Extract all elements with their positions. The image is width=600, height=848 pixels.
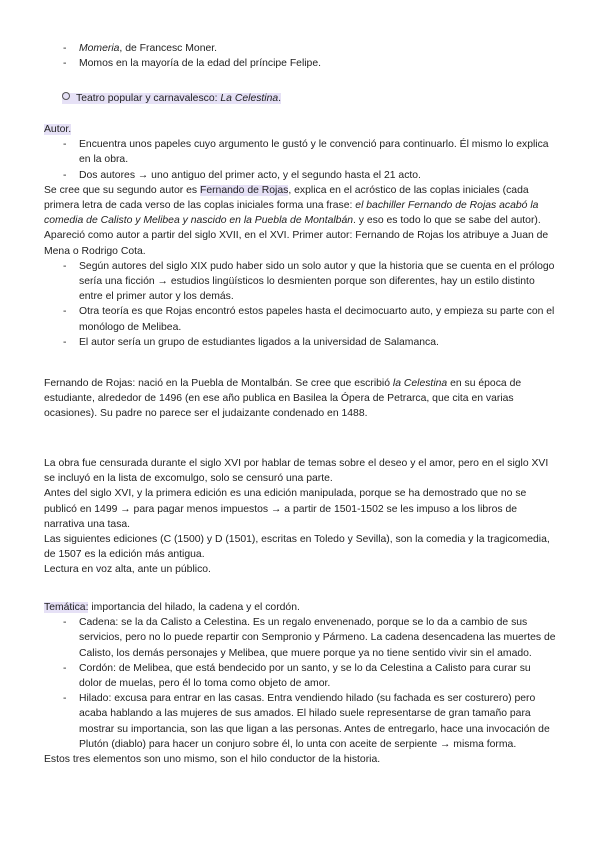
autor-list-1	[44, 137, 556, 183]
list-item: - Encuentra unos papeles cuyo argumento le gustó y le convenció para continuarlo. Él mismo lo explica en la obra.	[44, 137, 556, 167]
author-name-highlight: Fernando de Rojas	[199, 184, 289, 196]
closing-line: Estos tres elementos son uno mismo, son el hilo conductor de la historia.	[44, 754, 381, 766]
list-item: - Cadena: se la da Calisto a Celestina. Es un regalo envenenado, porque se lo da a cambio de sus servicios, pero no lo puede repartir con Sempronio y Pármeno. La cadena desencadena las muertes de Calisto, los demás personajes y Melibea, que muere porque ya no tiene sentido vivir sin el amado.	[44, 615, 556, 661]
autor-heading: Autor.	[44, 124, 72, 135]
autor-list-2	[44, 259, 556, 350]
teatro-highlight: Teatro popular y carnavalesco: La Celestina.	[62, 93, 281, 104]
intro-list	[44, 41, 556, 71]
list-item: - Según autores del siglo XIX pudo haber sido un solo autor y que la historia que se cuenta en el prólogo sería una ficción → estudios lingüísticos lo desmienten porque son diferentes, hay un estilo distinto entre el primer autor y los demás.	[44, 259, 556, 305]
censura-section	[44, 456, 556, 578]
list-item: - Cordón: de Melibea, que está bendecido por un santo, y se lo da Celestina a Calisto para curar su dolor de muelas, pero él lo toma como objeto de amor.	[44, 661, 556, 691]
list-item: - Momeria, de Francesc Moner.	[44, 41, 556, 56]
bio-section: Fernando de Rojas: nació en la Puebla de Montalbán. Se cree que escribió la Celestina en su época de estudiante, alrededor de 1496 (en ese año publica en Basilea la Ópera de Petrarca, que cita en varias ocasiones). Su padre no parece ser el judaizante condenado en 1488.	[44, 378, 522, 420]
tematica-section: Temática: importancia del hilado, la cadena y el cordón. - Cadena: se la da Calisto a Celestina. Es un regalo envenenado, porque se lo da a cambio de sus servicios, pero no lo puede repartir con Sempronio y Pármeno. La cadena desencadena las muertes de Calisto, los demás personajes y Melibea, que muere porque ya no tiene sentido vivir sin el amado. - Cordón: de Melibea, que está bendecido por un santo, y se lo da Celestina a Calisto para curar su dolor de muelas, pero él lo toma como objeto de amor. - Hilado: excusa para entrar en las casas. Entra vendiendo hilado (su fachada es ser costurero) pero acaba hablando a las mujeres de sus amados. El hilado suele representarse de gran tamaño para mostrar su importancia, son las que ligan a las personas. Antes de entregarlo, hace una invocación de Plutón (diablo) para hacer un conjuro sobre él, lo unta con aceite de serpiente → misma forma. Estos tres elementos son uno mismo, son el hilo conductor de la historia.	[44, 600, 556, 767]
tematica-label: Temática:	[44, 602, 89, 613]
paragraph: Antes del siglo XVI, y la primera edición es una edición manipulada, porque se ha demostrado que no se publicó en 1499 → para pagar menos impuestos → a partir de 1501-1502 se les impuso a los libros de narrativa una tasa.	[44, 488, 527, 530]
list-item: - Otra teoría es que Rojas encontró estos papeles hasta el decimocuarto auto, y empieza su parte con el monólogo de Melibea.	[44, 304, 556, 334]
circle-bullet-icon	[62, 92, 70, 100]
teatro-line	[44, 91, 556, 106]
intro-section	[44, 41, 556, 71]
autor-section	[44, 122, 556, 350]
tematica-list	[44, 615, 556, 752]
list-item: - Hilado: excusa para entrar en las casas. Entra vendiendo hilado (su fachada es ser costurero) pero acaba hablando a las mujeres de sus amados. El hilado suele representarse de gran tamaño para mostrar su importancia, son las que ligan a las personas. Antes de entregarlo, hace una invocación de Plutón (diablo) para hacer un conjuro sobre él, lo unta con aceite de serpiente → misma forma.	[44, 691, 556, 752]
list-item: - Dos autores → uno antiguo del primer acto, y el segundo hasta el 21 acto.	[44, 168, 556, 183]
paragraph: La obra fue censurada durante el siglo XVI por hablar de temas sobre el deseo y el amor, pero en el siglo XVI se incluyó en la lista de excomulgo, solo se censuró una parte.	[44, 458, 549, 485]
autor-paragraph: Se cree que su segundo autor es Fernando de Rojas, explica en el acróstico de las coplas iniciales (cada primera letra de cada verso de las coplas iniciales forma una frase: el bachiller Fernando de Rojas acabó la comedia de Calisto y Melibea y nascido en la Puebla de Montalbán. y eso es todo lo que se sabe del autor). Apareció como autor a partir del siglo XVII, en el XVI. Primer autor: Fernando de Rojas los atribuye a Juan de Mena o Rodrigo Cota.	[44, 184, 549, 257]
paragraph: Lectura en voz alta, ante un público.	[44, 564, 211, 576]
list-item: - El autor sería un grupo de estudiantes ligados a la universidad de Salamanca.	[44, 335, 556, 350]
list-item: - Momos en la mayoría de la edad del príncipe Felipe.	[44, 56, 556, 71]
paragraph: Las siguientes ediciones (C (1500) y D (1501), escritas en Toledo y Sevilla), son la comedia y la tragicomedia, de 1507 es la edición más antigua.	[44, 534, 550, 561]
